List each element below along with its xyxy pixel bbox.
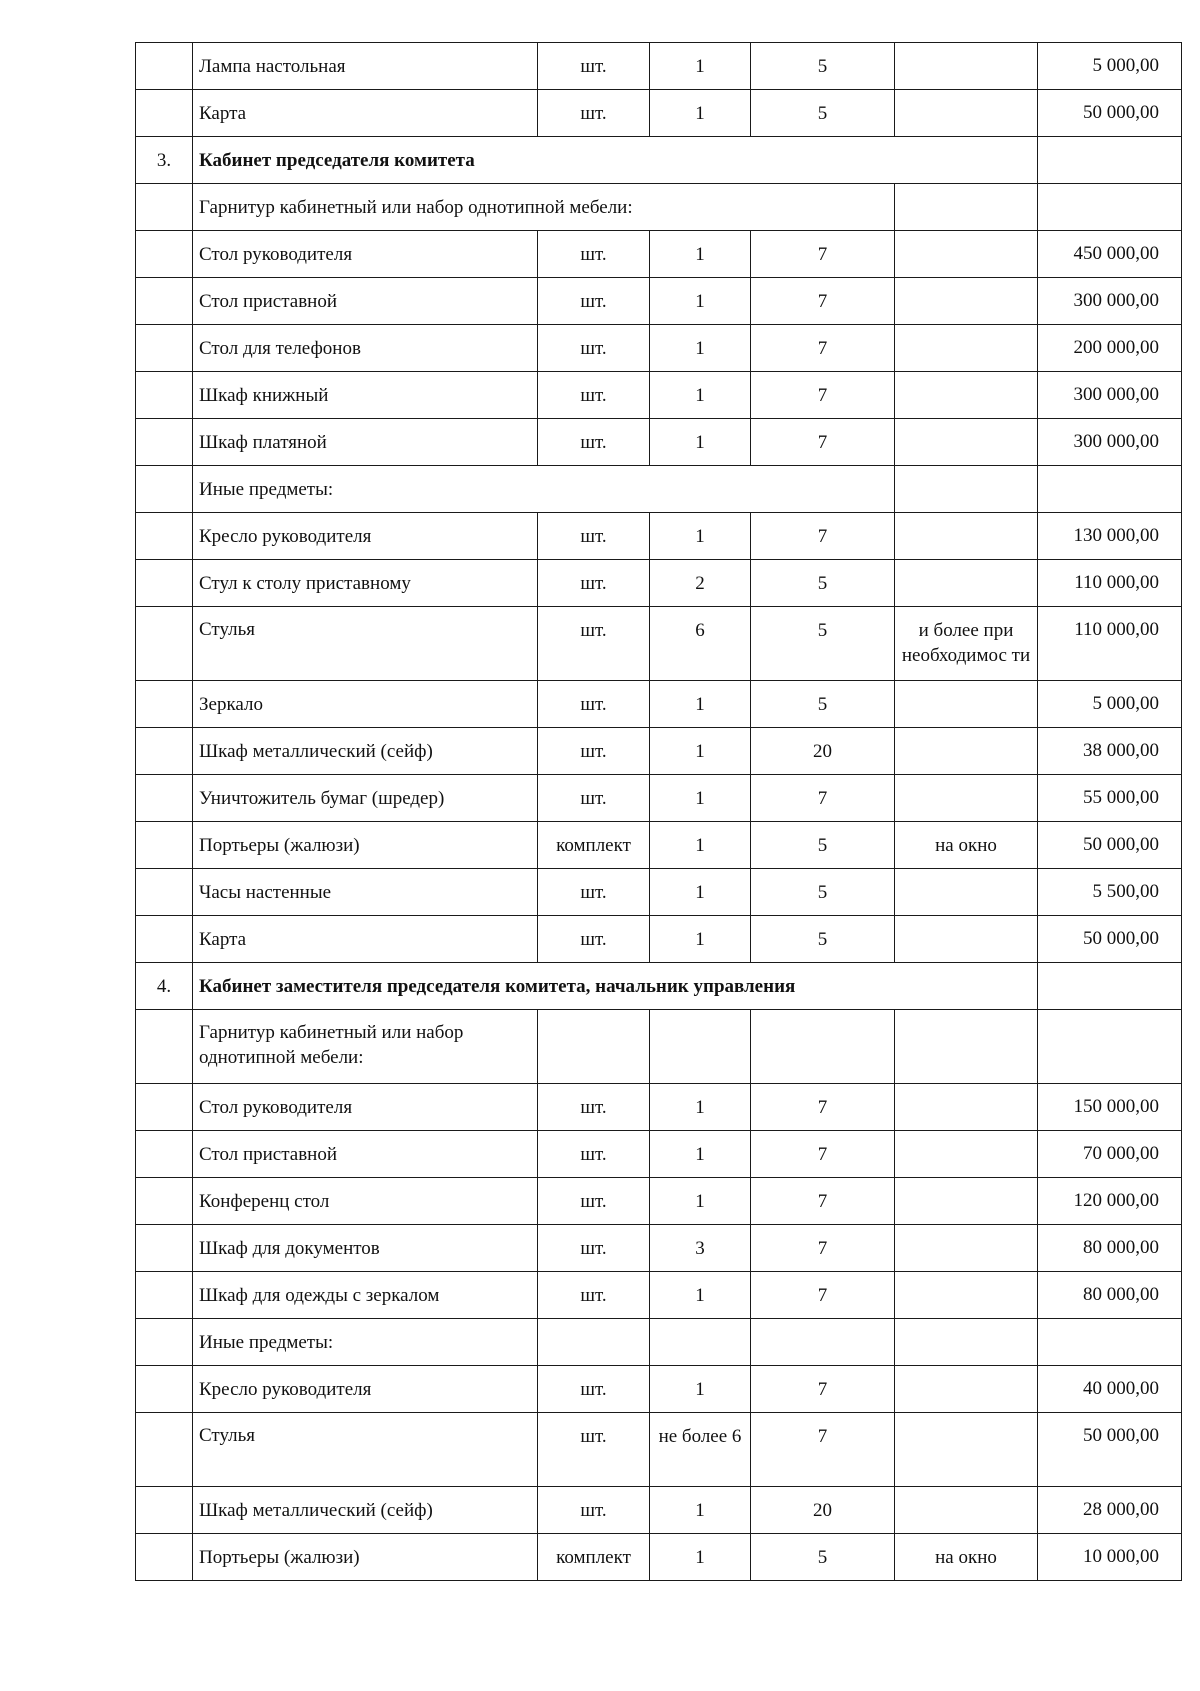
cell-price: 50 000,00	[1038, 1413, 1182, 1487]
cell-num	[136, 560, 193, 607]
cell-unit: шт.	[538, 1178, 650, 1225]
subheading-row	[136, 184, 1182, 231]
cell-name: Шкаф для одежды с зеркалом	[193, 1272, 538, 1319]
table-row	[136, 916, 1182, 963]
cell-note	[895, 1366, 1038, 1413]
cell-price: 50 000,00	[1038, 916, 1182, 963]
section-row	[136, 137, 1182, 184]
cell-num	[136, 728, 193, 775]
cell-price: 38 000,00	[1038, 728, 1182, 775]
cell-note	[895, 1225, 1038, 1272]
cell-unit	[538, 1319, 650, 1366]
cell-note	[895, 1010, 1038, 1084]
cell-num	[136, 1319, 193, 1366]
table-row	[136, 1534, 1182, 1581]
cell-note	[895, 513, 1038, 560]
cell-name: Иные предметы:	[193, 466, 895, 513]
cell-years	[751, 1010, 895, 1084]
cell-name: Конференц стол	[193, 1178, 538, 1225]
cell-qty: 1	[650, 1131, 751, 1178]
cell-years: 5	[751, 1534, 895, 1581]
cell-unit: шт.	[538, 916, 650, 963]
cell-price: 300 000,00	[1038, 278, 1182, 325]
cell-years: 7	[751, 372, 895, 419]
cell-note	[895, 419, 1038, 466]
cell-num: 4.	[136, 963, 193, 1010]
furniture-norms-table	[135, 42, 1182, 1581]
cell-name: Портьеры (жалюзи)	[193, 822, 538, 869]
table-row	[136, 869, 1182, 916]
cell-qty	[650, 1010, 751, 1084]
table-row	[136, 43, 1182, 90]
cell-name: Гарнитур кабинетный или набор однотипной мебели:	[193, 184, 895, 231]
cell-qty: 1	[650, 916, 751, 963]
cell-price: 110 000,00	[1038, 607, 1182, 681]
cell-qty: 1	[650, 231, 751, 278]
cell-unit: шт.	[538, 372, 650, 419]
cell-price: 130 000,00	[1038, 513, 1182, 560]
cell-name: Карта	[193, 916, 538, 963]
cell-price: 50 000,00	[1038, 822, 1182, 869]
cell-qty: 1	[650, 90, 751, 137]
cell-num	[136, 1131, 193, 1178]
cell-qty: 1	[650, 43, 751, 90]
cell-years: 7	[751, 775, 895, 822]
cell-unit: шт.	[538, 325, 650, 372]
cell-price: 5 500,00	[1038, 869, 1182, 916]
cell-note: на окно	[895, 1534, 1038, 1581]
table-row	[136, 90, 1182, 137]
cell-price: 40 000,00	[1038, 1366, 1182, 1413]
cell-price: 300 000,00	[1038, 372, 1182, 419]
table-row	[136, 1131, 1182, 1178]
cell-years: 5	[751, 90, 895, 137]
cell-price: 28 000,00	[1038, 1487, 1182, 1534]
table-row	[136, 419, 1182, 466]
cell-unit: шт.	[538, 1225, 650, 1272]
cell-qty: 1	[650, 822, 751, 869]
cell-years: 7	[751, 1084, 895, 1131]
cell-price	[1038, 1010, 1182, 1084]
table-row	[136, 1487, 1182, 1534]
cell-note	[895, 1413, 1038, 1487]
cell-name: Стулья	[193, 1413, 538, 1487]
cell-name: Шкаф платяной	[193, 419, 538, 466]
cell-name: Стол руководителя	[193, 231, 538, 278]
cell-name: Портьеры (жалюзи)	[193, 1534, 538, 1581]
cell-price	[1038, 184, 1182, 231]
cell-num	[136, 681, 193, 728]
cell-years: 20	[751, 1487, 895, 1534]
cell-num	[136, 466, 193, 513]
cell-years: 7	[751, 231, 895, 278]
cell-num	[136, 1225, 193, 1272]
table-row	[136, 1225, 1182, 1272]
cell-unit: комплект	[538, 822, 650, 869]
cell-price	[1038, 466, 1182, 513]
cell-years: 5	[751, 607, 895, 681]
cell-years: 7	[751, 1413, 895, 1487]
cell-price: 80 000,00	[1038, 1272, 1182, 1319]
cell-unit: шт.	[538, 419, 650, 466]
table-row	[136, 1413, 1182, 1487]
cell-name: Карта	[193, 90, 538, 137]
cell-price: 200 000,00	[1038, 325, 1182, 372]
cell-qty: 3	[650, 1225, 751, 1272]
cell-years: 7	[751, 1225, 895, 1272]
cell-num	[136, 419, 193, 466]
cell-name: Часы настенные	[193, 869, 538, 916]
table-row	[136, 1366, 1182, 1413]
table-row	[136, 1319, 1182, 1366]
cell-num	[136, 1272, 193, 1319]
cell-note: на окно	[895, 822, 1038, 869]
cell-note	[895, 560, 1038, 607]
cell-num	[136, 43, 193, 90]
cell-price: 55 000,00	[1038, 775, 1182, 822]
cell-price: 50 000,00	[1038, 90, 1182, 137]
cell-name: Шкаф для документов	[193, 1225, 538, 1272]
table-row	[136, 607, 1182, 681]
cell-qty: 1	[650, 728, 751, 775]
cell-unit: шт.	[538, 607, 650, 681]
cell-price	[1038, 1319, 1182, 1366]
table-row	[136, 681, 1182, 728]
cell-note: и более при необходимос ти	[895, 607, 1038, 681]
cell-name: Иные предметы:	[193, 1319, 538, 1366]
cell-years: 5	[751, 869, 895, 916]
cell-qty: 1	[650, 1272, 751, 1319]
cell-unit: шт.	[538, 560, 650, 607]
cell-num	[136, 869, 193, 916]
table-row	[136, 231, 1182, 278]
cell-unit: шт.	[538, 775, 650, 822]
cell-note	[895, 466, 1038, 513]
table-row	[136, 278, 1182, 325]
cell-qty: 1	[650, 1534, 751, 1581]
cell-qty: 1	[650, 513, 751, 560]
cell-qty: 1	[650, 325, 751, 372]
cell-price: 150 000,00	[1038, 1084, 1182, 1131]
cell-name: Гарнитур кабинетный или набор однотипной мебели:	[193, 1010, 538, 1084]
cell-unit: шт.	[538, 1366, 650, 1413]
cell-years: 7	[751, 419, 895, 466]
cell-price: 5 000,00	[1038, 681, 1182, 728]
cell-name: Стол для телефонов	[193, 325, 538, 372]
cell-price	[1038, 137, 1182, 184]
cell-unit: шт.	[538, 231, 650, 278]
cell-unit: шт.	[538, 1487, 650, 1534]
cell-qty	[650, 1319, 751, 1366]
cell-years: 5	[751, 43, 895, 90]
cell-price: 300 000,00	[1038, 419, 1182, 466]
cell-note	[895, 231, 1038, 278]
cell-name: Уничтожитель бумаг (шредер)	[193, 775, 538, 822]
cell-unit	[538, 1010, 650, 1084]
cell-qty: 1	[650, 869, 751, 916]
cell-unit: шт.	[538, 90, 650, 137]
cell-price: 70 000,00	[1038, 1131, 1182, 1178]
cell-num	[136, 916, 193, 963]
cell-name: Кабинет председателя комитета	[193, 137, 1038, 184]
cell-name: Шкаф металлический (сейф)	[193, 728, 538, 775]
table-row	[136, 513, 1182, 560]
cell-note	[895, 1272, 1038, 1319]
cell-name: Стол приставной	[193, 278, 538, 325]
cell-name: Шкаф книжный	[193, 372, 538, 419]
table-row	[136, 325, 1182, 372]
table-body	[136, 43, 1182, 1581]
cell-num	[136, 1178, 193, 1225]
table-row	[136, 1272, 1182, 1319]
cell-qty: 1	[650, 372, 751, 419]
cell-name: Кабинет заместителя председателя комитета, начальник управления	[193, 963, 1038, 1010]
cell-years: 5	[751, 822, 895, 869]
cell-name: Кресло руководителя	[193, 513, 538, 560]
cell-note	[895, 278, 1038, 325]
cell-note	[895, 1178, 1038, 1225]
cell-unit: комплект	[538, 1534, 650, 1581]
cell-num	[136, 231, 193, 278]
cell-years: 5	[751, 916, 895, 963]
cell-years: 7	[751, 1272, 895, 1319]
cell-num	[136, 513, 193, 560]
cell-name: Стулья	[193, 607, 538, 681]
section-row	[136, 963, 1182, 1010]
subheading-row	[136, 466, 1182, 513]
cell-name: Стол приставной	[193, 1131, 538, 1178]
cell-note	[895, 916, 1038, 963]
cell-num	[136, 1010, 193, 1084]
table-row	[136, 1178, 1182, 1225]
cell-note	[895, 372, 1038, 419]
cell-price: 10 000,00	[1038, 1534, 1182, 1581]
cell-qty: не более 6	[650, 1413, 751, 1487]
cell-name: Зеркало	[193, 681, 538, 728]
cell-num	[136, 184, 193, 231]
cell-unit: шт.	[538, 681, 650, 728]
table-row	[136, 560, 1182, 607]
cell-years: 7	[751, 513, 895, 560]
cell-num	[136, 1413, 193, 1487]
table-row	[136, 822, 1182, 869]
cell-name: Шкаф металлический (сейф)	[193, 1487, 538, 1534]
cell-price: 110 000,00	[1038, 560, 1182, 607]
cell-years: 7	[751, 1178, 895, 1225]
cell-num	[136, 278, 193, 325]
cell-num	[136, 325, 193, 372]
cell-unit: шт.	[538, 1413, 650, 1487]
cell-note	[895, 184, 1038, 231]
cell-years: 7	[751, 1131, 895, 1178]
cell-note	[895, 90, 1038, 137]
cell-name: Стол руководителя	[193, 1084, 538, 1131]
cell-unit: шт.	[538, 513, 650, 560]
cell-unit: шт.	[538, 1131, 650, 1178]
cell-qty: 1	[650, 1487, 751, 1534]
cell-note	[895, 1084, 1038, 1131]
cell-num	[136, 1366, 193, 1413]
cell-qty: 1	[650, 775, 751, 822]
table-row	[136, 1084, 1182, 1131]
cell-unit: шт.	[538, 869, 650, 916]
cell-num	[136, 1534, 193, 1581]
cell-price: 80 000,00	[1038, 1225, 1182, 1272]
cell-name: Лампа настольная	[193, 43, 538, 90]
cell-note	[895, 1131, 1038, 1178]
cell-num	[136, 372, 193, 419]
cell-qty: 1	[650, 278, 751, 325]
cell-name: Кресло руководителя	[193, 1366, 538, 1413]
cell-unit: шт.	[538, 1272, 650, 1319]
cell-years: 20	[751, 728, 895, 775]
cell-unit: шт.	[538, 1084, 650, 1131]
cell-price	[1038, 963, 1182, 1010]
cell-price: 5 000,00	[1038, 43, 1182, 90]
cell-num: 3.	[136, 137, 193, 184]
cell-qty: 1	[650, 1178, 751, 1225]
cell-years: 5	[751, 681, 895, 728]
cell-note	[895, 43, 1038, 90]
table-row	[136, 1010, 1182, 1084]
cell-unit: шт.	[538, 728, 650, 775]
cell-price: 450 000,00	[1038, 231, 1182, 278]
cell-qty: 1	[650, 419, 751, 466]
cell-note	[895, 869, 1038, 916]
cell-note	[895, 325, 1038, 372]
cell-qty: 2	[650, 560, 751, 607]
cell-unit: шт.	[538, 43, 650, 90]
table-row	[136, 372, 1182, 419]
cell-years: 7	[751, 325, 895, 372]
cell-note	[895, 728, 1038, 775]
cell-qty: 6	[650, 607, 751, 681]
cell-num	[136, 1084, 193, 1131]
cell-years: 7	[751, 278, 895, 325]
cell-name: Стул к столу приставному	[193, 560, 538, 607]
cell-years: 5	[751, 560, 895, 607]
cell-note	[895, 1319, 1038, 1366]
cell-price: 120 000,00	[1038, 1178, 1182, 1225]
cell-qty: 1	[650, 681, 751, 728]
cell-years	[751, 1319, 895, 1366]
cell-qty: 1	[650, 1366, 751, 1413]
cell-num	[136, 1487, 193, 1534]
cell-note	[895, 1487, 1038, 1534]
cell-qty: 1	[650, 1084, 751, 1131]
table-row	[136, 775, 1182, 822]
table-row	[136, 728, 1182, 775]
cell-note	[895, 681, 1038, 728]
cell-years: 7	[751, 1366, 895, 1413]
cell-num	[136, 90, 193, 137]
cell-note	[895, 775, 1038, 822]
cell-unit: шт.	[538, 278, 650, 325]
cell-num	[136, 607, 193, 681]
cell-num	[136, 775, 193, 822]
cell-num	[136, 822, 193, 869]
